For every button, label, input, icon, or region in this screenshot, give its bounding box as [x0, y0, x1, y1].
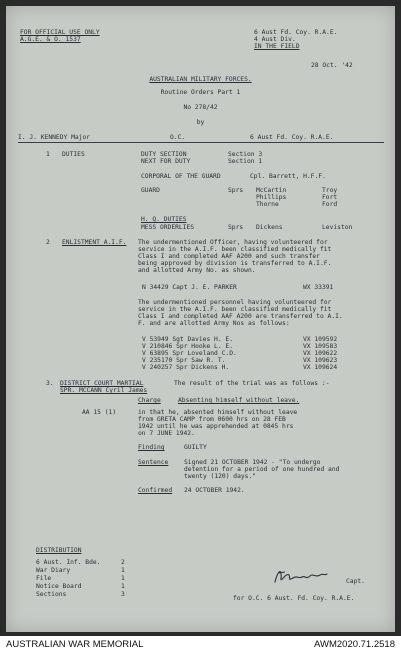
sentence-label: Sentence [138, 459, 169, 466]
section-number: 3. [46, 380, 54, 387]
guard-name-other: Ford [322, 201, 338, 208]
charge-detail-line: from GRETA CAMP from 0600 hrs on 28 FEB [138, 416, 286, 423]
orders-number: No 278/42 [183, 104, 218, 111]
personnel-entry: V 240257 Spr Dickens H. [142, 364, 230, 371]
mess-name: Leviston [322, 224, 353, 231]
security-reference: A.G.E. & O. 1537 [20, 36, 81, 43]
personnel-army-number: VX 109583 [303, 343, 338, 350]
distribution-count: 1 [121, 583, 125, 590]
location-line: IN THE FIELD [254, 43, 300, 50]
page-title: AUSTRALIAN MILITARY FORCES. [149, 76, 252, 83]
confirmed-label: Confirmed [138, 487, 173, 494]
guard-name-other: Fort [322, 194, 338, 201]
unit-line: 6 Aust Fd. Coy. R.A.E. [254, 29, 338, 36]
paragraph-line: Class I and completed AAF A200 are transferred to A.I. [138, 313, 343, 320]
guard-name-other: Troy [322, 187, 338, 194]
sentence-line: detention for a period of one hundred and [184, 466, 340, 473]
personnel-army-number: VX 109592 [303, 336, 338, 343]
corporal-label: CORPORAL OF THE GUARD [141, 173, 221, 180]
distribution-count: 1 [121, 575, 125, 582]
paragraph-line: Class I and completed AAF A200 and such transfer [138, 253, 320, 260]
distribution-heading: DISTRIBUTION [36, 547, 82, 554]
charge-detail-line: on 7 JUNE 1942. [138, 430, 195, 437]
guard-name: McCartin [256, 187, 287, 194]
security-marking: FOR OFFICIAL USE ONLY [20, 29, 100, 36]
archive-footer [0, 636, 401, 653]
distribution-item: Sections [36, 591, 67, 598]
officer-entry: N 34429 Capt J. E. PARKER [142, 284, 237, 291]
archive-name: AUSTRALIAN WAR MEMORIAL [6, 639, 144, 650]
handwritten-signature [272, 566, 330, 588]
hq-duties-heading: H. Q. DUTIES [141, 216, 187, 223]
signatory-for-line: for O.C. 6 Aust. Fd. Coy. R.A.E. [233, 595, 355, 602]
mess-name: Dickens [256, 224, 283, 231]
paragraph-line: service in the A.I.F. been classified medically fit [138, 246, 332, 253]
mess-orderlies-label: MESS ORDERLIES [141, 224, 195, 231]
charge-label: Charge [138, 397, 161, 404]
title-rule [18, 142, 384, 143]
personnel-entry: V 63895 Spr Loveland C.D. [142, 350, 237, 357]
document-date: 28 Oct. '42 [311, 62, 353, 69]
personnel-entry: V 53949 Sgt Davies H. E. [142, 336, 233, 343]
sentence-line: Signed 21 OCTOBER 1942 - "To undergo [184, 459, 321, 466]
paragraph-line: service in the A.I.F. been classified medically fit [138, 306, 332, 313]
confirmed-value: 24 OCTOBER 1942. [184, 487, 245, 494]
personnel-army-number: VX 109624 [303, 364, 338, 371]
mess-rank: Sprs [228, 224, 244, 231]
officer-army-number: WX 33391 [303, 284, 334, 291]
charge-value: Absenting himself without leave. [178, 397, 300, 404]
document-page [6, 6, 395, 632]
distribution-item: 6 Aust. Inf. Bde. [36, 559, 101, 566]
section-number: 2 [46, 239, 50, 246]
division-line: 4 Aust Div. [254, 36, 296, 43]
archive-reference: AWM2020.71.2518 [314, 639, 395, 650]
issuer-name: I. J. KENNEDY Major [18, 134, 91, 141]
finding-label: Finding [138, 444, 165, 451]
distribution-count: 2 [121, 559, 125, 566]
paragraph-line: being approved by division is transferred to A.I.F. [138, 260, 332, 267]
issuer-unit: 6 Aust Fd. Coy. R.A.E. [250, 134, 334, 141]
guard-name: Phillips [256, 194, 287, 201]
distribution-count: 3 [121, 591, 125, 598]
sentence-line: twenty (120) days." [184, 473, 257, 480]
issuer-role: O.C. [170, 134, 186, 141]
signatory-rank: Capt. [346, 578, 365, 585]
section-number: 1 [46, 151, 50, 158]
charge-detail-line: 1942 until he was apprehended at 0845 hrs [138, 423, 294, 430]
personnel-entry: V 235170 Spr Saw R. T. [142, 357, 226, 364]
personnel-army-number: VX 109622 [303, 350, 338, 357]
orders-by: by [196, 119, 205, 126]
distribution-item: Notice Board [36, 583, 82, 590]
section-heading: DUTIES [62, 151, 85, 158]
paragraph-line: The undermentioned personnel having volunteered for [138, 299, 332, 306]
charge-detail-line: in that he, absented himself without leave [138, 409, 298, 416]
next-for-duty-label: NEXT FOR DUTY [141, 158, 191, 165]
paragraph-line: The undermentioned Officer, having volunteered for [138, 239, 328, 246]
guard-name: Thorne [256, 201, 279, 208]
personnel-entry: V 210846 Spr Hooke L. E. [142, 343, 233, 350]
section-subheading: SPR. MCCANN Cyril James [60, 387, 148, 394]
trial-intro: The result of the trial was as follows :- [174, 380, 330, 387]
section-heading: DISTRICT COURT MARTIAL [60, 380, 144, 387]
distribution-count: 1 [121, 567, 125, 574]
personnel-army-number: VX 109623 [303, 357, 338, 364]
duty-section-value: Section 3 [228, 151, 263, 158]
orders-subtitle: Routine Orders Part 1 [160, 89, 241, 96]
paragraph-line: and allotted Army No. as shown. [138, 267, 256, 274]
guard-rank: Sprs [228, 187, 244, 194]
guard-label: GUARD [141, 187, 160, 194]
section-heading: ENLISTMENT A.I.F. [62, 239, 127, 246]
next-for-duty-value: Section 1 [228, 158, 263, 165]
distribution-item: File [36, 575, 52, 582]
distribution-item: War Diary [36, 567, 71, 574]
paragraph-line: F. and are allotted Army Nos as follows: [138, 320, 290, 327]
finding-value: GUILTY [184, 444, 207, 451]
army-act-reference: AA 15 (1) [82, 409, 117, 416]
corporal-value: Cpl. Barrett, H.F.F. [250, 173, 326, 180]
duty-section-label: DUTY SECTION [141, 151, 187, 158]
